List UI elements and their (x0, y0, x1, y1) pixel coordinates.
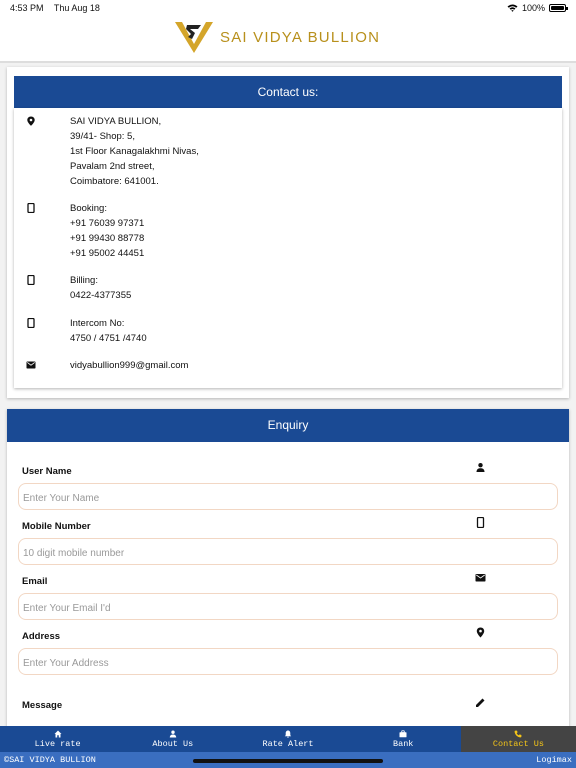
home-icon (54, 730, 62, 738)
billing-label: Billing: (70, 275, 98, 286)
address-line: SAI VIDYA BULLION, (70, 116, 162, 127)
status-bar (0, 0, 576, 16)
footer-vendor: Logimax (536, 755, 572, 765)
footer-copyright: ©SAI VIDYA BULLION (4, 755, 96, 765)
contact-title: Contact us: (14, 76, 562, 108)
address-input[interactable] (18, 648, 558, 675)
address-label: Address (22, 631, 61, 642)
home-indicator[interactable] (193, 759, 383, 763)
booking-number[interactable]: +91 95002 44451 (70, 248, 145, 259)
email-input[interactable] (18, 593, 558, 620)
nav-about-us[interactable] (115, 726, 230, 752)
booking-label: Booking: (70, 203, 107, 214)
booking-number[interactable]: +91 99430 88778 (70, 233, 145, 244)
nav-label: Live rate (34, 738, 81, 749)
mobile-number-label: Mobile Number (22, 521, 91, 532)
status-date: Thu Aug 18 (53, 3, 100, 13)
address-line: Pavalam 2nd street, (70, 161, 155, 172)
enquiry-title: Enquiry (7, 409, 569, 442)
booking-number[interactable]: +91 76039 97371 (70, 218, 145, 229)
nav-label: Rate Alert (262, 738, 314, 749)
user-name-label: User Name (22, 466, 72, 477)
nav-bank[interactable] (346, 726, 461, 752)
phone-call-icon (514, 730, 522, 738)
wifi-icon (507, 4, 518, 12)
battery-icon (549, 4, 566, 12)
brand-name: SAI VIDYA BULLION (220, 29, 381, 46)
contact-details (14, 108, 562, 388)
status-time: 4:53 PM (10, 3, 44, 13)
app-header (0, 16, 576, 63)
mail-icon (26, 360, 36, 370)
address-line: Coimbatore: 641001. (70, 176, 159, 187)
address-line: 39/41- Shop: 5, (70, 131, 135, 142)
person-icon (475, 462, 486, 473)
phone-icon (475, 517, 486, 528)
battery-percent: 100% (521, 3, 545, 13)
billing-number[interactable]: 0422-4377355 (70, 290, 132, 301)
contact-email[interactable]: vidyabullion999@gmail.com (70, 360, 189, 371)
nav-contact-us[interactable] (461, 726, 576, 752)
location-pin-icon (475, 627, 486, 638)
intercom-label: Intercom No: (70, 318, 125, 329)
email-label: Email (22, 576, 48, 587)
phone-icon (26, 318, 36, 328)
nav-label: Bank (393, 738, 414, 749)
nav-rate-alert[interactable] (230, 726, 345, 752)
nav-label: About Us (152, 738, 194, 749)
phone-icon (26, 275, 36, 285)
nav-label: Contact Us (492, 738, 544, 749)
intercom-number: 4750 / 4751 /4740 (70, 333, 147, 344)
bottom-nav (0, 726, 576, 752)
mail-icon (475, 572, 486, 583)
address-line: 1st Floor Kanagalakhmi Nivas, (70, 146, 199, 157)
mobile-number-input[interactable] (18, 538, 558, 565)
sv-logo-icon (174, 20, 214, 54)
enquiry-card (7, 409, 569, 729)
message-label: Message (22, 700, 63, 711)
user-name-input[interactable] (18, 483, 558, 510)
pencil-icon (475, 697, 486, 708)
phone-icon (26, 203, 36, 213)
nav-live-rate[interactable] (0, 726, 115, 752)
briefcase-icon (399, 730, 407, 738)
person-icon (169, 730, 177, 738)
bell-icon (284, 730, 292, 738)
location-pin-icon (26, 116, 36, 126)
contact-card (7, 67, 569, 398)
